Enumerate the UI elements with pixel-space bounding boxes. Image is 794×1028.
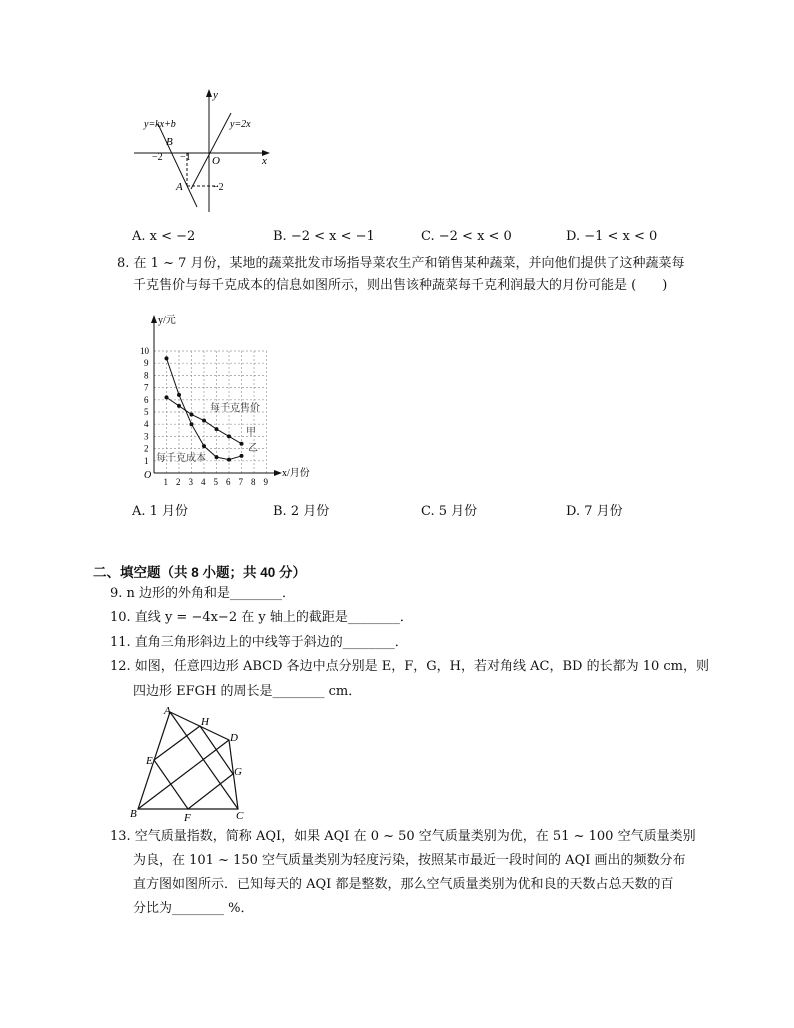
- series-point: [165, 356, 169, 360]
- series-point: [202, 444, 206, 448]
- fig12-label-d: D: [230, 732, 238, 744]
- series-point: [215, 427, 219, 431]
- x-tick-label: 6: [226, 477, 231, 487]
- x-tick-label: 3: [188, 477, 193, 487]
- series-point: [177, 393, 181, 397]
- x-tick-label: 5: [213, 477, 218, 487]
- series-point: [202, 419, 206, 423]
- series-point: [240, 442, 244, 446]
- series-point: [215, 455, 219, 459]
- q13-text-line3: 直方图如图所示．已知每天的 AQI 都是整数，那么空气质量类别为优和良的天数占总天数的百: [133, 877, 674, 892]
- x-tick-label: 7: [238, 477, 243, 487]
- q10-text: 10. 直线 y = −4x−2 在 y 轴上的截距是________．: [110, 610, 413, 625]
- y-tick-label: 2: [144, 443, 149, 454]
- q12-text-line1: 12. 如图，任意四边形 ABCD 各边中点分别是 E，F，G，H，若对角线 AC，BD 的长都为 10 cm，则: [110, 659, 709, 674]
- q7-option-c: C. −2 < x < 0: [421, 229, 512, 244]
- y-tick-label: 8: [144, 370, 149, 381]
- q7-option-d: D. −1 < x < 0: [566, 229, 658, 244]
- series-price-tag: 甲: [246, 427, 256, 438]
- series-cost-name: 每千克成本: [156, 453, 206, 464]
- point-b-label: B: [166, 136, 173, 148]
- q7-option-a: A. x < −2: [132, 229, 196, 244]
- tick-minus1: −1: [180, 152, 191, 163]
- series-point: [190, 412, 194, 416]
- tick-y-minus2: −2: [213, 182, 224, 193]
- q12-text-line2: 四边形 EFGH 的周长是________ cm．: [133, 684, 362, 699]
- q7-option-b: B. −2 < x < −1: [273, 229, 375, 244]
- q11-text: 11. 直角三角形斜边上的中线等于斜边的________．: [110, 635, 408, 650]
- series-point: [240, 454, 244, 458]
- q8-option-b: B. 2 月份: [273, 504, 330, 519]
- q8-chart: [130, 310, 330, 487]
- fig12-label-h: H: [201, 716, 209, 728]
- q7-graph: [128, 86, 278, 218]
- y-tick-label: 9: [144, 358, 149, 369]
- q12-quadrilateral-figure: [128, 704, 258, 824]
- q8-option-d: D. 7 月份: [566, 504, 623, 519]
- q9-text: 9. n 边形的外角和是________．: [110, 586, 296, 601]
- series-cost-tag: 乙: [248, 443, 258, 454]
- q13-text-line4: 分比为________ %．: [133, 901, 254, 916]
- x-tick-label: 1: [163, 477, 168, 487]
- point-a-label: A: [176, 181, 183, 193]
- fig12-label-f: F: [184, 812, 191, 824]
- x-tick-label: 9: [263, 477, 268, 487]
- q8-text-line1: 8. 在 1 ~ 7 月份，某地的蔬菜批发市场指导菜农生产和销售某种蔬菜，并向他们提供了这种蔬菜每: [117, 256, 685, 271]
- q8-option-c: C. 5 月份: [421, 504, 478, 519]
- line2-label: y=2x: [230, 119, 251, 130]
- x-tick-label: 8: [251, 477, 256, 487]
- y-tick-label: 4: [144, 419, 149, 430]
- x-tick-label: 2: [176, 477, 181, 487]
- tick-minus2: −2: [152, 152, 163, 163]
- y-tick-label: 10: [140, 346, 149, 356]
- q8-text-line2: 千克售价与每千克成本的信息如图所示，则出售该种蔬菜每千克利润最大的月份可能是 ( ): [133, 278, 668, 293]
- q13-text-line2: 为良，在 101 ~ 150 空气质量类别为轻度污染，按照某市最近一段时间的 AQI 画出的频数分布: [133, 853, 686, 868]
- chart-origin: O: [144, 470, 152, 481]
- chart-x-label: x/月份: [282, 468, 310, 479]
- y-tick-label: 6: [144, 394, 149, 405]
- y-tick-label: 5: [144, 407, 149, 417]
- series-point: [165, 395, 169, 399]
- y-axis-label: y: [213, 89, 218, 101]
- section-heading: 二、填空题（共 8 小题；共 40 分）: [93, 565, 307, 580]
- fig12-label-b: B: [130, 808, 137, 820]
- fig12-label-g: G: [234, 766, 242, 778]
- x-axis-label: x: [262, 155, 267, 167]
- fig12-label-a: A: [164, 705, 171, 717]
- y-tick-label: 7: [144, 382, 149, 393]
- q8-option-a: A. 1 月份: [132, 504, 189, 519]
- origin-label: O: [212, 155, 220, 167]
- series-price-name: 每千克售价: [210, 403, 260, 414]
- series-point: [227, 434, 231, 438]
- series-point: [190, 422, 194, 426]
- y-tick-label: 1: [144, 455, 149, 466]
- chart-y-label: y/元: [158, 315, 176, 326]
- fig12-label-c: C: [236, 810, 244, 822]
- series-point: [177, 404, 181, 408]
- fig12-label-e: E: [146, 755, 153, 767]
- line1-label: y=kx+b: [144, 119, 176, 130]
- y-tick-label: 3: [144, 431, 149, 442]
- q13-text-line1: 13. 空气质量指数，简称 AQI，如果 AQI 在 0 ~ 50 空气质量类别为优，在 51 ~ 100 空气质量类别: [110, 829, 696, 844]
- x-tick-label: 4: [201, 477, 206, 487]
- series-point: [227, 458, 231, 462]
